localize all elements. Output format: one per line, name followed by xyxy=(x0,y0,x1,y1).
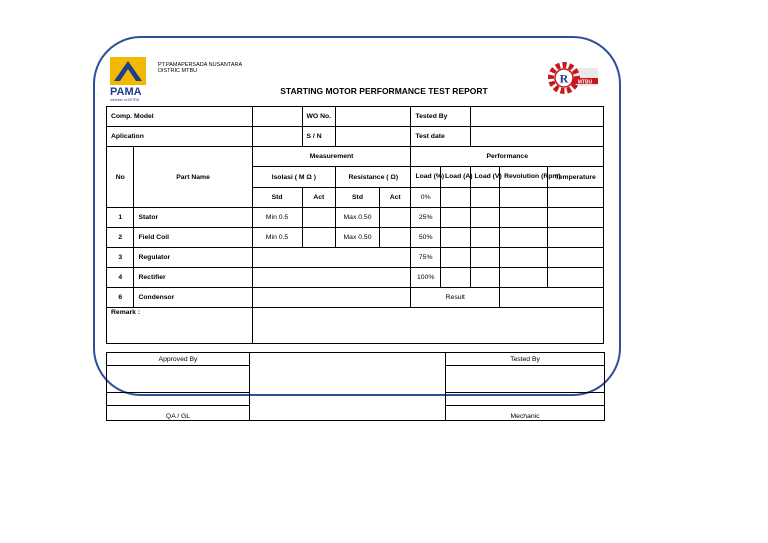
part-name-header: Part Name xyxy=(134,147,252,208)
report-title: STARTING MOTOR PERFORMANCE TEST REPORT xyxy=(280,86,488,96)
res-act-cell[interactable] xyxy=(379,208,411,228)
load-a-cell[interactable] xyxy=(440,268,470,288)
load-value: 50% xyxy=(411,228,441,248)
mechanic-label: Mechanic xyxy=(446,406,605,421)
res-act-header: Act xyxy=(379,188,411,208)
sn-field[interactable] xyxy=(336,127,411,147)
comp-model-field[interactable] xyxy=(252,107,302,127)
load-v-cell[interactable] xyxy=(470,188,500,208)
signature-center-blank xyxy=(250,353,446,421)
iso-act-cell[interactable] xyxy=(302,208,336,228)
iso-std-value: Min 0.5 xyxy=(252,228,302,248)
load-a-header: Load (A) xyxy=(440,167,470,188)
tested-by-field[interactable] xyxy=(470,107,603,127)
load-v-cell[interactable] xyxy=(470,268,500,288)
rectifier-measure-cell[interactable] xyxy=(252,268,411,288)
remark-field[interactable] xyxy=(252,308,603,344)
revolution-cell[interactable] xyxy=(500,208,548,228)
revolution-cell[interactable] xyxy=(500,248,548,268)
temperature-cell[interactable] xyxy=(547,248,603,268)
load-value: 0% xyxy=(411,188,441,208)
regulator-measure-cell[interactable] xyxy=(252,248,411,268)
brand-sub: member of ASTRA xyxy=(110,98,140,102)
load-v-cell[interactable] xyxy=(470,248,500,268)
report-table xyxy=(106,106,604,344)
result-field[interactable] xyxy=(500,288,604,308)
qa-gl-label: QA / GL xyxy=(107,406,250,421)
remark-label: Remark : xyxy=(107,308,253,344)
load-pct-header: Load (%) xyxy=(411,167,441,188)
performance-header: Performance xyxy=(411,147,604,167)
load-v-cell[interactable] xyxy=(470,208,500,228)
row-part: Regulator xyxy=(134,248,252,268)
approved-name-line[interactable] xyxy=(107,393,250,406)
temperature-cell[interactable] xyxy=(547,268,603,288)
mtbu-logo-letter: R xyxy=(559,71,569,86)
load-a-cell[interactable] xyxy=(440,248,470,268)
res-act-cell[interactable] xyxy=(379,228,411,248)
iso-std-header: Std xyxy=(252,188,302,208)
revolution-cell[interactable] xyxy=(500,188,548,208)
load-v-cell[interactable] xyxy=(470,228,500,248)
company-name: PT.PAMAPERSADA NUSANTARA xyxy=(158,62,243,68)
row-part: Field Coil xyxy=(134,228,252,248)
revolution-header: Revolution (Rpm) xyxy=(500,167,548,188)
mtbu-logo-text: MTBU xyxy=(577,79,593,86)
comp-model-label: Comp. Model xyxy=(107,107,253,127)
row-part: Stator xyxy=(134,208,252,228)
load-v-header: Load (V) xyxy=(470,167,500,188)
resistance-header: Resistance ( Ω) xyxy=(336,167,411,188)
res-std-header: Std xyxy=(336,188,380,208)
brand-name: PAMA xyxy=(110,86,142,98)
pama-logo xyxy=(110,57,150,101)
load-a-cell[interactable] xyxy=(440,228,470,248)
temperature-header: Temperature xyxy=(547,167,603,188)
row-part: Rectifier xyxy=(134,268,252,288)
wo-no-label: WO No. xyxy=(302,107,336,127)
signature-table xyxy=(106,352,605,421)
wo-no-field[interactable] xyxy=(336,107,411,127)
iso-act-cell[interactable] xyxy=(302,228,336,248)
res-std-value: Max 0.50 xyxy=(336,208,380,228)
row-no: 3 xyxy=(107,248,134,268)
company-info xyxy=(158,62,242,74)
revolution-cell[interactable] xyxy=(500,268,548,288)
result-label: Result xyxy=(411,288,500,308)
test-date-field[interactable] xyxy=(470,127,603,147)
test-date-label: Test date xyxy=(411,127,470,147)
aplication-label: Aplication xyxy=(107,127,253,147)
approved-by-label: Approved By xyxy=(107,353,250,366)
temperature-cell[interactable] xyxy=(547,188,603,208)
no-header: No xyxy=(107,147,134,208)
pama-logo-mark xyxy=(110,57,146,85)
row-no: 6 xyxy=(107,288,134,308)
condensor-measure-cell[interactable] xyxy=(252,288,411,308)
aplication-field[interactable] xyxy=(252,127,302,147)
iso-std-value: Min 0.5 xyxy=(252,208,302,228)
sn-label: S / N xyxy=(302,127,336,147)
tested-by-sign-label: Tested By xyxy=(446,353,605,366)
res-std-value: Max 0.50 xyxy=(336,228,380,248)
row-no: 2 xyxy=(107,228,134,248)
tested-signature-box[interactable] xyxy=(446,366,605,393)
isolasi-header: Isolasi ( M Ω ) xyxy=(252,167,335,188)
company-district: DISTRIC MTBU xyxy=(158,68,198,74)
temperature-cell[interactable] xyxy=(547,208,603,228)
tested-by-label: Tested By xyxy=(411,107,470,127)
row-no: 1 xyxy=(107,208,134,228)
load-a-cell[interactable] xyxy=(440,188,470,208)
load-value: 75% xyxy=(411,248,441,268)
load-value: 100% xyxy=(411,268,441,288)
revolution-cell[interactable] xyxy=(500,228,548,248)
approved-signature-box[interactable] xyxy=(107,366,250,393)
row-part: Condensor xyxy=(134,288,252,308)
measurement-header: Measurement xyxy=(252,147,411,167)
load-value: 25% xyxy=(411,208,441,228)
row-no: 4 xyxy=(107,268,134,288)
mtbu-logo xyxy=(548,58,600,98)
iso-act-header: Act xyxy=(302,188,336,208)
load-a-cell[interactable] xyxy=(440,208,470,228)
temperature-cell[interactable] xyxy=(547,228,603,248)
tested-name-line[interactable] xyxy=(446,393,605,406)
